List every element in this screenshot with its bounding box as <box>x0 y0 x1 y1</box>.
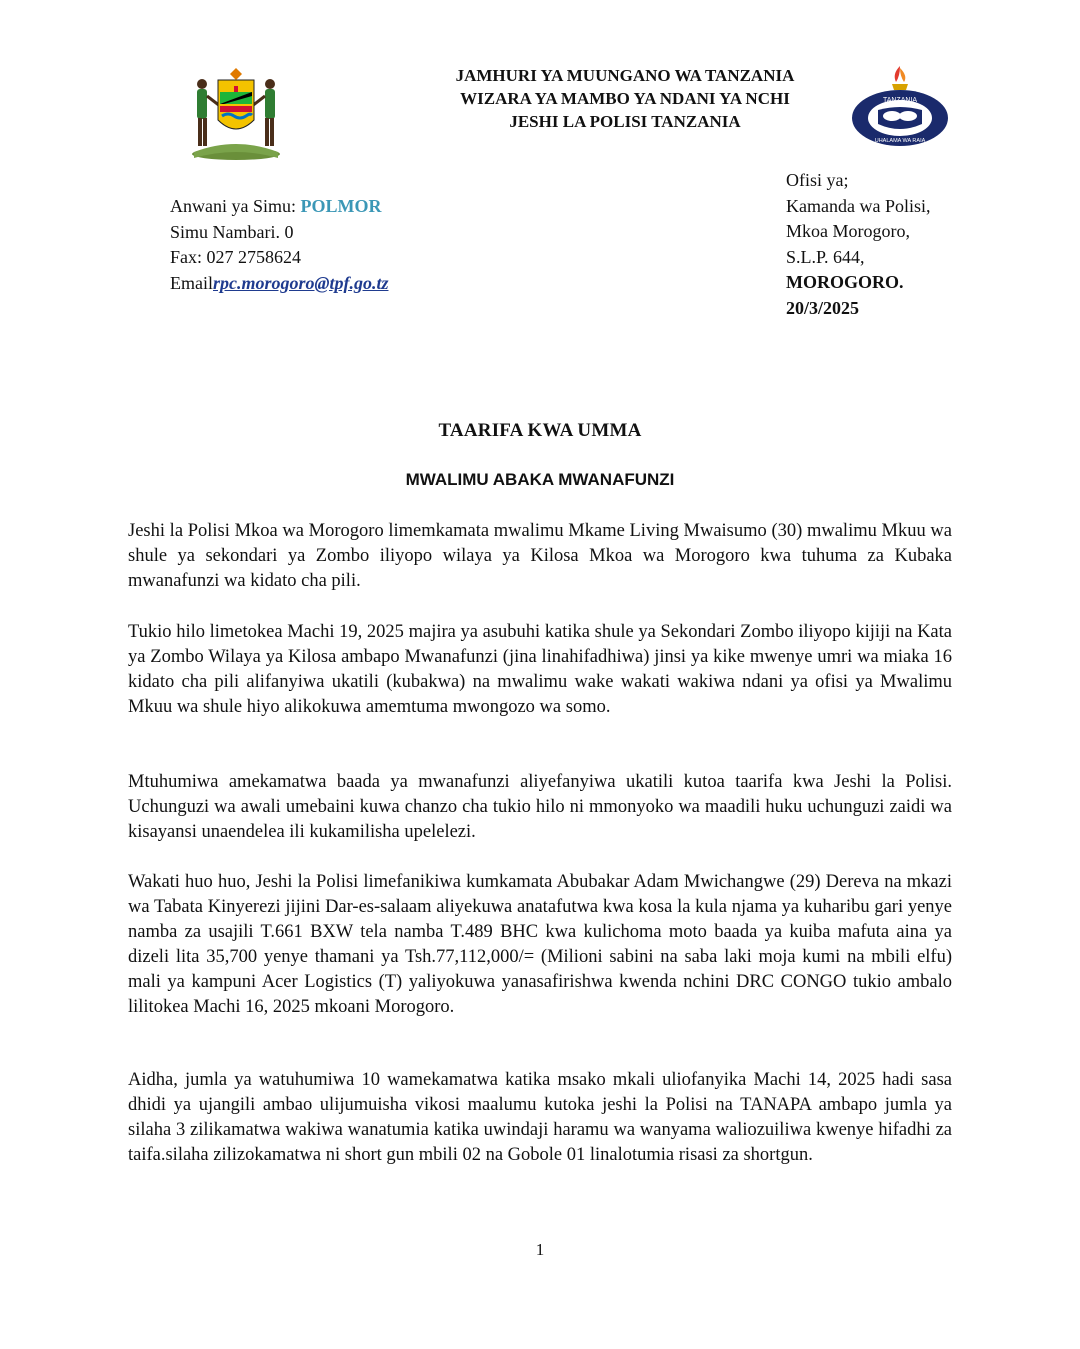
letterhead-line-ministry: WIZARA YA MAMBO YA NDANI YA NCHI <box>460 89 790 108</box>
letterhead-line-police: JESHI LA POLISI TANZANIA <box>509 112 741 131</box>
office-line-3: Mkoa Morogoro, <box>786 221 910 241</box>
phone-address-label: Anwani ya Simu: <box>170 196 301 216</box>
email-line <box>170 271 388 297</box>
office-city: MOROGORO. <box>786 272 904 292</box>
document-title: TAARIFA KWA UMMA <box>438 420 642 441</box>
fax-line: Fax: 027 2758624 <box>170 247 302 267</box>
phone-address-line <box>170 194 388 220</box>
email-label: Email <box>170 272 213 293</box>
paragraph-4: Wakati huo huo, Jeshi la Polisi limefanikiwa kumkamata Abubakar Adam Mwichangwe (29) Dereva na mkazi wa Tabata Kinyerezi jijini Dar-es-salaam aliyekuwa anatafutwa kwa kosa la kula njama ya kuharibu gari yenye namba za usajili T.661 BXW tela namba T.489 BHC kwa kulichoma moto baada ya kuiba mafuta aina ya dizeli lita 35,700 yenye thamani ya Tsh.77,112,000/= (Milioni sabini na saba laki moja kumi na mbili elfu) mali ya kampuni Acer Logistics (T) yaliyokuwa yanasafirishwa kwenda nchini DRC CONGO tukio ambalo lilitokea Machi 16, 2025 mkoani Morogoro. <box>128 872 952 1017</box>
tanzania-coat-of-arms-icon <box>186 66 286 162</box>
paragraph-5: Aidha, jumla ya watuhumiwa 10 wamekamatwa katika msako mkali uliofanyika Machi 14, 2025 hadi sasa dhidi ya ujangili ambao ulijumuisha vikosi maalumu kutoka jeshi la Polisi na TANAPA ambapo jumla ya silaha 3 zilikamatwa wakiwa wanatumia katika uwindaji haramu wa wanyama waliozuiliwa kwenye hifadhi za taifa.silaha zilizokamatwa ni short gun mbili 02 na Gobole 01 linalotumia risasi za shortgun. <box>128 1070 952 1165</box>
page-number: 1 <box>535 1240 545 1259</box>
office-address-block <box>786 168 930 321</box>
phone-address-value: POLMOR <box>300 196 382 216</box>
tanzania-police-emblem-icon <box>848 64 952 148</box>
document-date: 20/3/2025 <box>786 297 860 318</box>
paragraph-3: Mtuhumiwa amekamatwa baada ya mwanafunzi aliyefanyiwa ukatili kutoa taarifa kwa Jeshi la Polisi. Uchunguzi wa awali umebaini kuwa chanzo cha tukio hilo ni mmonyoko wa maadili huku uchunguzi zaidi wa kisayansi unaendelea ili kukamilisha upelelezi. <box>128 772 952 842</box>
office-line-2: Kamanda wa Polisi, <box>786 195 931 216</box>
email-link[interactable]: rpc.morogoro@tpf.go.tz <box>213 272 389 293</box>
office-line-4: S.L.P. 644, <box>786 246 865 267</box>
contact-block <box>170 194 388 296</box>
paragraph-2: Tukio hilo limetokea Machi 19, 2025 majira ya asubuhi katika shule ya Sekondari Zombo iliyopo kijiji na Kata ya Zombo Wilaya ya Kilosa ambapo Mwanafunzi (jina linahifadhiwa) jinsi ya kike mwenye umri wa miaka 16 kidato cha pili alifanyiwa ukatili (kubakwa) na mwalimu wake wakati wakiwa ndani ya ofisi ya Mwalimu Mkuu wa shule hiyo alikokuwa amemtuma mwongozo wa somo. <box>128 622 952 717</box>
police-emblem-text-bottom: UHALAMA WA RAIA <box>874 138 926 144</box>
document-subtitle: MWALIMU ABAKA MWANAFUNZI <box>405 470 675 489</box>
office-line-1: Ofisi ya; <box>786 170 849 190</box>
paragraph-1: Jeshi la Polisi Mkoa wa Morogoro limemkamata mwalimu Mkame Living Mwaisumo (30) mwalimu Mkuu wa shule ya sekondari ya Zombo iliyopo wilaya ya Kilosa Mkoa wa Morogoro kwa tuhuma za Kubaka mwanafunzi wa kidato cha pili. <box>128 521 952 591</box>
letterhead-line-republic: JAMHURI YA MUUNGANO WA TANZANIA <box>455 66 795 85</box>
letterhead <box>330 64 920 133</box>
police-emblem-text-top: TANZANIA <box>882 97 918 104</box>
phone-number-line: Simu Nambari. 0 <box>170 221 294 242</box>
